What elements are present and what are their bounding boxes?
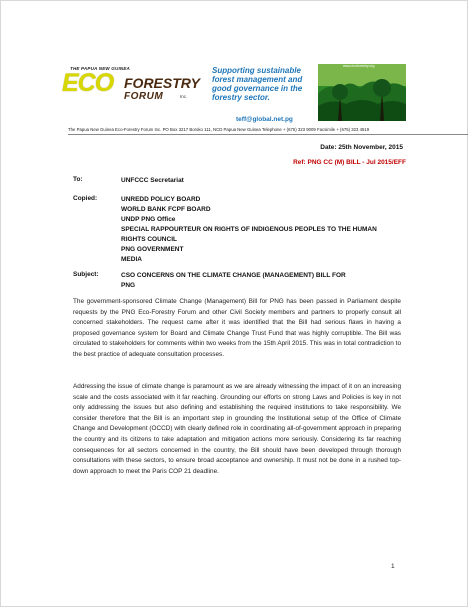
copied-item: MEDIA — [121, 256, 142, 263]
copied-item: PNG GOVERNMENT — [121, 246, 184, 253]
subject-label: Subject: — [73, 271, 99, 278]
copied-item: SPECIAL RAPPOURTEUR ON RIGHTS OF INDIGENOUS PEOPLES TO THE HUMAN — [121, 226, 377, 233]
subject-text — [121, 271, 421, 291]
copied-list — [121, 195, 421, 265]
subject-line: PNG — [121, 282, 136, 289]
tagline-text: Supporting sustainable forest management and good governance in the forestry sector. — [212, 66, 303, 102]
eco-forestry-forum-logo — [58, 66, 198, 126]
copied-label: Copied: — [73, 195, 98, 202]
copied-item: UNDP PNG Office — [121, 216, 176, 223]
forest-photo — [318, 64, 406, 121]
tagline-block — [212, 66, 310, 124]
ref-label: Ref: — [293, 159, 306, 166]
page-number: 1 — [391, 563, 395, 570]
logo-eco-text: ECO — [62, 69, 114, 97]
copied-item: WORLD BANK FCPF BOARD — [121, 206, 211, 213]
body-paragraph-2: Addressing the issue of climate change is paramount as we are already witnessing the impact of it on an increasing scale and the costs associated with it far reaching. Grounding our efforts on strong Laws and Policies is key in not only addressing the issues but also defining and establishing the required institutions to take responsibility. We consider therefore that the Bill is an important step in grounding the Institutional setup of the Office of Climate Change and Development (OCCD) with clearly defined role in coordinating all-of-government approach in preparing the country and its citizens to take adaptation and mitigation actions more seriously. Considering its far reaching consequences for all sectors concerned in the country, the Bill should have been developed through thorough consultations with these sectors, to ensure broad acceptance and ownership. It must not be done in a rushed top-down approach to meet the Paris COP 21 deadline. — [73, 383, 401, 475]
letter-date: Date: 25th November, 2015 — [320, 144, 403, 151]
to-label: To: — [73, 176, 83, 183]
email-text: teff@global.net.pg — [236, 116, 293, 123]
to-value: UNFCCC Secretariat — [121, 177, 184, 184]
copied-item: RIGHTS COUNCIL — [121, 236, 177, 243]
body-paragraph-1: The government-sponsored Climate Change (Management) Bill for PNG has been passed in Parliament despite requests by the PNG Eco-Forestry Forum and other Civil Society members and partners to properly consult all concerned stakeholders. The request came after it was identified that the Bill had serious flaws in having a proposed governance system for Board and Climate Change Trust Fund that was highly corruptible. The Bill was circulated to stakeholders for comments within two weeks from the 15th April 2015. This was in total contradiction to the best practice of adequate consultation processes. — [73, 298, 401, 358]
logo-inc-text: Inc. — [180, 94, 188, 99]
logo-top-text: THE PAPUA NEW GUINEA — [70, 66, 131, 71]
logo-forum-text: FORUM — [124, 91, 164, 102]
logo-forestry-text: FORESTRY — [124, 75, 200, 91]
address-line: The Papua New Guinea Eco-Forestry Forum Inc. PO Box 3217 Boroko 111, NCD Papua New Guinea Telephone + (675) 323 9009 Facsimile + (675) 323 4519 — [68, 127, 370, 132]
subject-line: CSO CONCERNS ON THE CLIMATE CHANGE (MANAGEMENT) BILL FOR — [121, 272, 346, 279]
header-divider — [68, 134, 468, 135]
copied-item: UNREDD POLICY BOARD — [121, 196, 201, 203]
letter-reference — [293, 159, 406, 166]
ref-value: PNG CC (M) BILL - Jul 2015/EFF — [307, 159, 406, 166]
photo-url-text: www.ecoforestry.org — [343, 64, 375, 68]
